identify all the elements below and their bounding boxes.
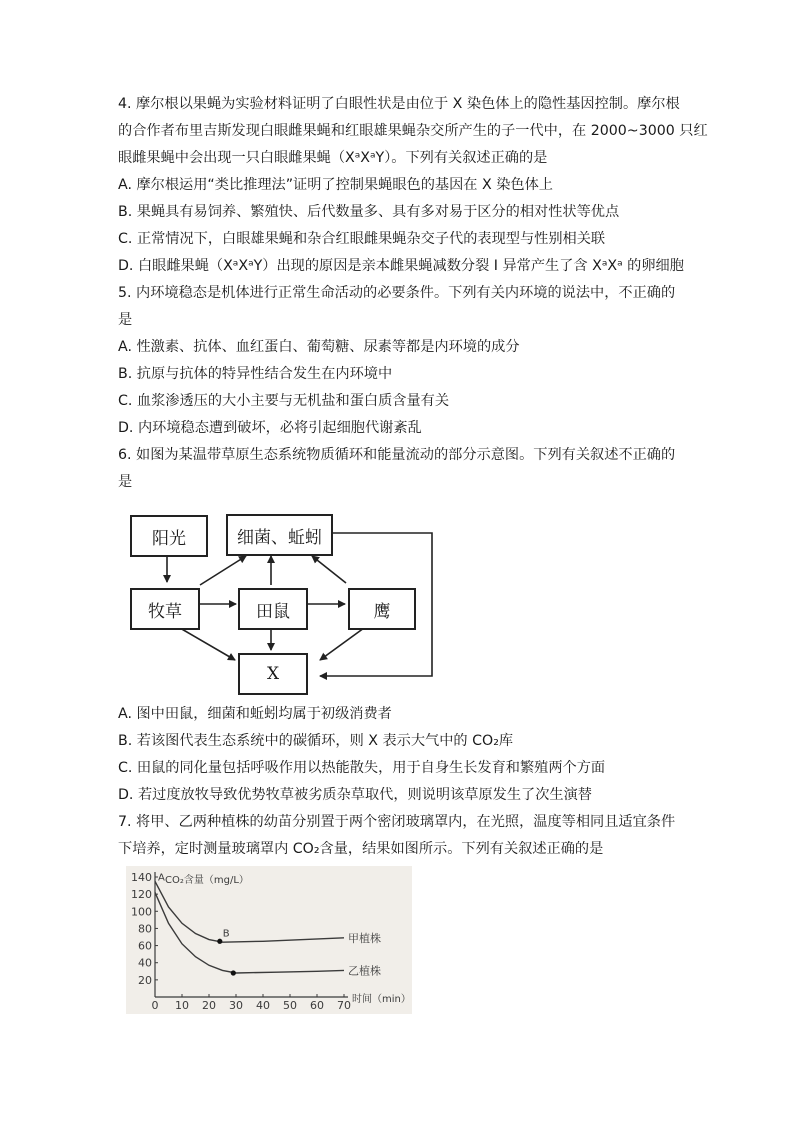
q6-option-d: D. 若过度放牧导致优势牧草被劣质杂草取代，则说明该草原发生了次生演替 [118, 787, 592, 803]
q4-option-b: B. 果蝇具有易饲养、繁殖快、后代数量多、具有多对易于区分的相对性状等优点 [118, 204, 620, 220]
y-tick-label: 120 [131, 888, 152, 902]
q5-option-d: D. 内环境稳态遭到破坏，必将引起细胞代谢紊乱 [118, 420, 422, 436]
x-axis-label: 时间（min） [352, 994, 411, 1005]
y-tick-label: 80 [138, 922, 152, 936]
q5-option-c: C. 血浆渗透压的大小主要与无机盐和蛋白质含量有关 [118, 393, 450, 409]
x-tick-label: 70 [337, 999, 351, 1012]
x-tick-label: 0 [151, 999, 159, 1012]
x-tick-label: 40 [256, 999, 270, 1012]
annotation-a: A [158, 872, 165, 884]
arrow-grass-to-x [180, 628, 235, 660]
q6-option-b: B. 若该图代表生态系统中的碳循环，则 X 表示大气中的 CO₂库 [118, 733, 514, 749]
y-tick-label: 40 [138, 956, 152, 970]
q4-stem-line-2: 的合作者布里吉斯发现白眼雌果蝇和红眼雄果蝇杂交所产生的子一代中，在 2000~3000 只红 [118, 123, 708, 139]
x-tick-label: 50 [283, 999, 297, 1012]
box-vole: 田鼠 [238, 588, 308, 630]
arrow-hawk-to-decomposers [312, 556, 346, 583]
box-x: X [238, 653, 308, 695]
x-tick-label: 60 [310, 999, 324, 1012]
y-tick-label: 100 [131, 905, 152, 919]
q7-stem-line-2: 下培养，定时测量玻璃罩内 CO₂含量，结果如图所示。下列有关叙述正确的是 [118, 841, 604, 857]
q7-stem-line-1: 7. 将甲、乙两种植株的幼苗分别置于两个密闭玻璃罩内，在光照，温度等相同且适宜条件 [118, 814, 676, 830]
x-tick-label: 20 [202, 999, 216, 1012]
y-tick-label: 20 [138, 973, 152, 987]
co2-chart [126, 866, 412, 1014]
q4-stem-line-1: 4. 摩尔根以果蝇为实验材料证明了白眼性状是由位于 X 染色体上的隐性基因控制。摩尔根 [118, 96, 680, 112]
q6-stem-line-2: 是 [118, 474, 133, 490]
box-decomposers: 细菌、蚯蚓 [226, 514, 333, 556]
q5-stem-line-2: 是 [118, 312, 133, 328]
series-label-1: 甲植株 [348, 931, 381, 945]
q6-option-c: C. 田鼠的同化量包括呼吸作用以热能散失，用于自身生长发育和繁殖两个方面 [118, 760, 606, 776]
arrow-hawk-to-x [320, 628, 364, 660]
box-hawk: 鹰 [348, 588, 416, 630]
annotation-b: B [222, 928, 230, 940]
q5-option-b: B. 抗原与抗体的特异性结合发生在内环境中 [118, 366, 393, 382]
series-label-2: 乙植株 [348, 964, 381, 978]
q5-stem-line-1: 5. 内环境稳态是机体进行正常生命活动的必要条件。下列有关内环境的说法中，不正确的 [118, 285, 676, 301]
q4-option-a: A. 摩尔根运用“类比推理法”证明了控制果蝇眼色的基因在 X 染色体上 [118, 177, 553, 193]
data-point [231, 970, 236, 975]
y-tick-label: 60 [138, 939, 152, 953]
q6-stem-line-1: 6. 如图为某温带草原生态系统物质循环和能量流动的部分示意图。下列有关叙述不正确的 [118, 447, 676, 463]
y-tick-label: 140 [131, 871, 152, 884]
data-point [217, 939, 222, 944]
x-tick-label: 10 [175, 999, 189, 1012]
q4-stem-line-3: 眼雌果蝇中会出现一只白眼雌果蝇（XᵃXᵃY）。下列有关叙述正确的是 [118, 150, 548, 166]
q6-option-a: A. 图中田鼠，细菌和蚯蚓均属于初级消费者 [118, 706, 392, 722]
y-axis-label: CO₂含量（mg/L） [165, 875, 249, 886]
q4-option-c: C. 正常情况下，白眼雄果蝇和杂合红眼雌果蝇杂交子代的表现型与性别相关联 [118, 231, 606, 247]
arrow-grass-to-decomposers [200, 556, 246, 585]
box-sun: 阳光 [130, 515, 208, 557]
q4-option-d: D. 白眼雌果蝇（XᵃXᵃY）出现的原因是亲本雌果蝇减数分裂 Ⅰ 异常产生了含 XᵃXᵃ 的卵细胞 [118, 258, 684, 274]
x-tick-label: 30 [229, 999, 243, 1012]
box-grass: 牧草 [130, 588, 200, 630]
q5-option-a: A. 性激素、抗体、血红蛋白、葡萄糖、尿素等都是内环境的成分 [118, 339, 520, 355]
